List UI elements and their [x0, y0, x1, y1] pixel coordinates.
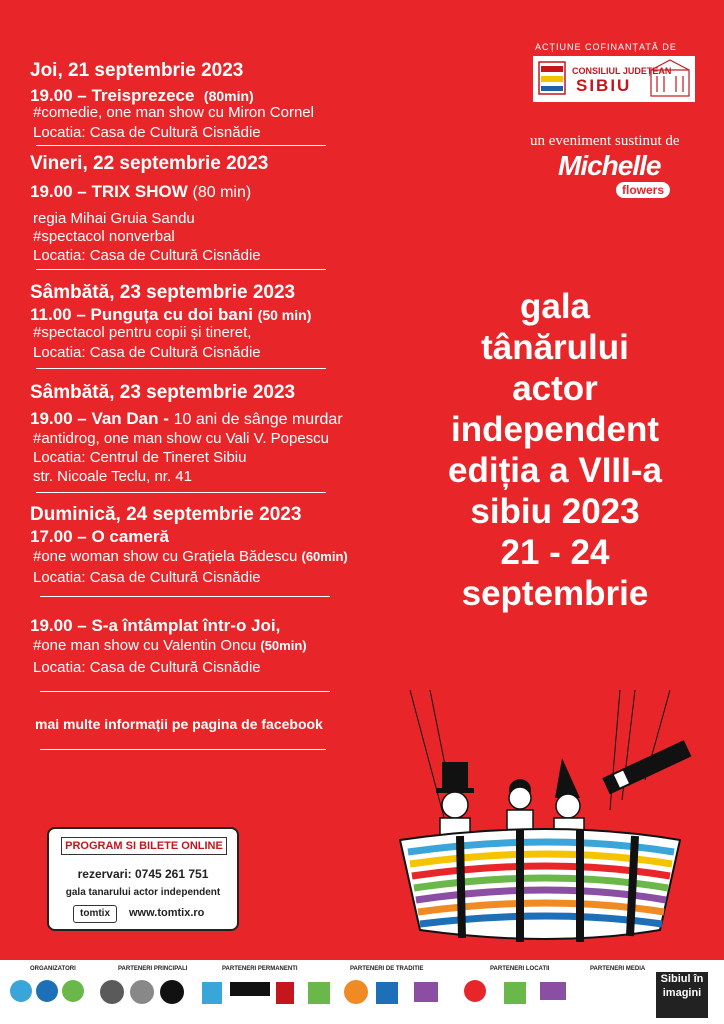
show-line: Locatia: Casa de Cultură Cisnădie	[33, 569, 261, 586]
title-line: sibiu 2023	[470, 492, 640, 531]
show-line: #one man show cu Valentin Oncu (50min)	[33, 637, 307, 654]
event-title	[410, 286, 700, 614]
show-line: #antidrog, one man show cu Vali V. Popescu	[33, 430, 330, 447]
partner-logo-icon	[160, 980, 184, 1004]
partner-logo-icon	[464, 980, 486, 1002]
divider	[40, 691, 330, 692]
council-city: SIBIU	[576, 76, 632, 95]
title-line: tânărului	[481, 328, 629, 367]
show-line: Locatia: Centrul de Tineret Sibiu	[33, 449, 247, 466]
divider	[36, 492, 326, 493]
council-name: CONSILIUL JUDEȚEAN	[572, 66, 672, 76]
tickets-url[interactable]: www.tomtix.ro	[129, 907, 205, 919]
partners-label: PARTENERI DE TRADITIE	[350, 966, 424, 972]
tickets-box	[47, 827, 239, 931]
divider	[36, 269, 326, 270]
partner-logo-icon	[202, 982, 222, 1004]
facebook-note: mai multe informații pe pagina de facebook	[35, 716, 323, 732]
partner-logo-icon	[376, 982, 398, 1004]
day-heading: Joi, 21 septembrie 2023	[30, 60, 244, 81]
media-partner-logo: Sibiul în imagini	[656, 972, 708, 1018]
partner-logo-icon	[62, 980, 84, 1002]
divider	[40, 749, 326, 750]
partner-logo-icon	[10, 980, 32, 1002]
show-line: Locatia: Casa de Cultură Cisnădie	[33, 124, 261, 141]
partner-logo-icon	[130, 980, 154, 1004]
partners-label: PARTENERI PERMANENTI	[222, 966, 298, 972]
title-line: gala	[519, 287, 591, 326]
day-heading: Sâmbătă, 23 septembrie 2023	[30, 382, 296, 403]
show-line: #spectacol nonverbal	[33, 228, 175, 245]
sponsor-logo: Michelle	[558, 150, 661, 181]
divider	[36, 368, 326, 369]
show-line: str. Nicoale Teclu, nr. 41	[33, 468, 192, 485]
show-line: #one woman show cu Grațiela Bădescu (60min)	[33, 548, 348, 565]
show-title: 19.00 – Van Dan - 10 ani de sânge murdar	[30, 409, 343, 428]
show-line: #comedie, one man show cu Miron Cornel	[33, 104, 314, 121]
partners-label: PARTENERI LOCATII	[490, 966, 550, 972]
partners-label: PARTENERI PRINCIPALI	[118, 966, 188, 972]
partners-footer	[0, 960, 724, 1024]
cofinance-label: ACȚIUNE COFINANȚATĂ DE	[535, 42, 677, 52]
title-line: independent	[450, 410, 660, 449]
sponsor-label: un eveniment sustinut de	[530, 133, 680, 149]
show-title: 19.00 – S-a întâmplat într-o Joi,	[30, 616, 281, 635]
partner-logo-icon	[36, 980, 58, 1002]
partners-label: PARTENERI MEDIA	[590, 966, 646, 972]
partner-logo-icon	[230, 982, 270, 996]
puppet-boat-illustration	[390, 690, 710, 950]
sponsor-tag: flowers	[616, 182, 670, 198]
tomtix-logo: tomtix	[73, 905, 117, 923]
title-line: ediția a VIII-a	[448, 451, 662, 490]
title-line: actor	[512, 369, 598, 408]
reservation-phone: rezervari: 0745 261 751	[77, 867, 209, 881]
show-title: 19.00 – TRIX SHOW (80 min)	[30, 182, 252, 201]
show-line: #spectacol pentru copii și tineret,	[33, 324, 252, 341]
tickets-heading: PROGRAM SI BILETE ONLINE	[61, 837, 227, 855]
partner-logo-icon	[308, 982, 330, 1004]
show-line: Locatia: Casa de Cultură Cisnădie	[33, 344, 261, 361]
show-title: 11.00 – Punguța cu doi bani (50 min)	[30, 305, 312, 324]
show-title: 17.00 – O cameră	[30, 527, 169, 546]
partner-logo-icon	[414, 982, 438, 1002]
day-heading: Duminică, 24 septembrie 2023	[30, 504, 302, 525]
tickets-gala-name: gala tanarului actor independent	[65, 887, 221, 898]
partner-logo-icon	[504, 982, 526, 1004]
show-line: Locatia: Casa de Cultură Cisnădie	[33, 247, 261, 264]
divider	[36, 145, 326, 146]
partner-logo-icon	[100, 980, 124, 1004]
show-line: Locatia: Casa de Cultură Cisnădie	[33, 659, 261, 676]
partner-logo-icon	[276, 982, 294, 1004]
title-line: septembrie	[461, 574, 649, 613]
day-heading: Sâmbătă, 23 septembrie 2023	[30, 282, 296, 303]
day-heading: Vineri, 22 septembrie 2023	[30, 153, 269, 174]
divider	[40, 596, 330, 597]
partner-logo-icon	[540, 982, 566, 1000]
partner-logo-icon	[344, 980, 368, 1004]
show-title: 19.00 – Treisprezece (80min)	[30, 86, 254, 105]
show-line: regia Mihai Gruia Sandu	[33, 210, 195, 227]
partners-label: ORGANIZATORI	[30, 966, 76, 972]
title-line: 21 - 24	[500, 533, 610, 572]
